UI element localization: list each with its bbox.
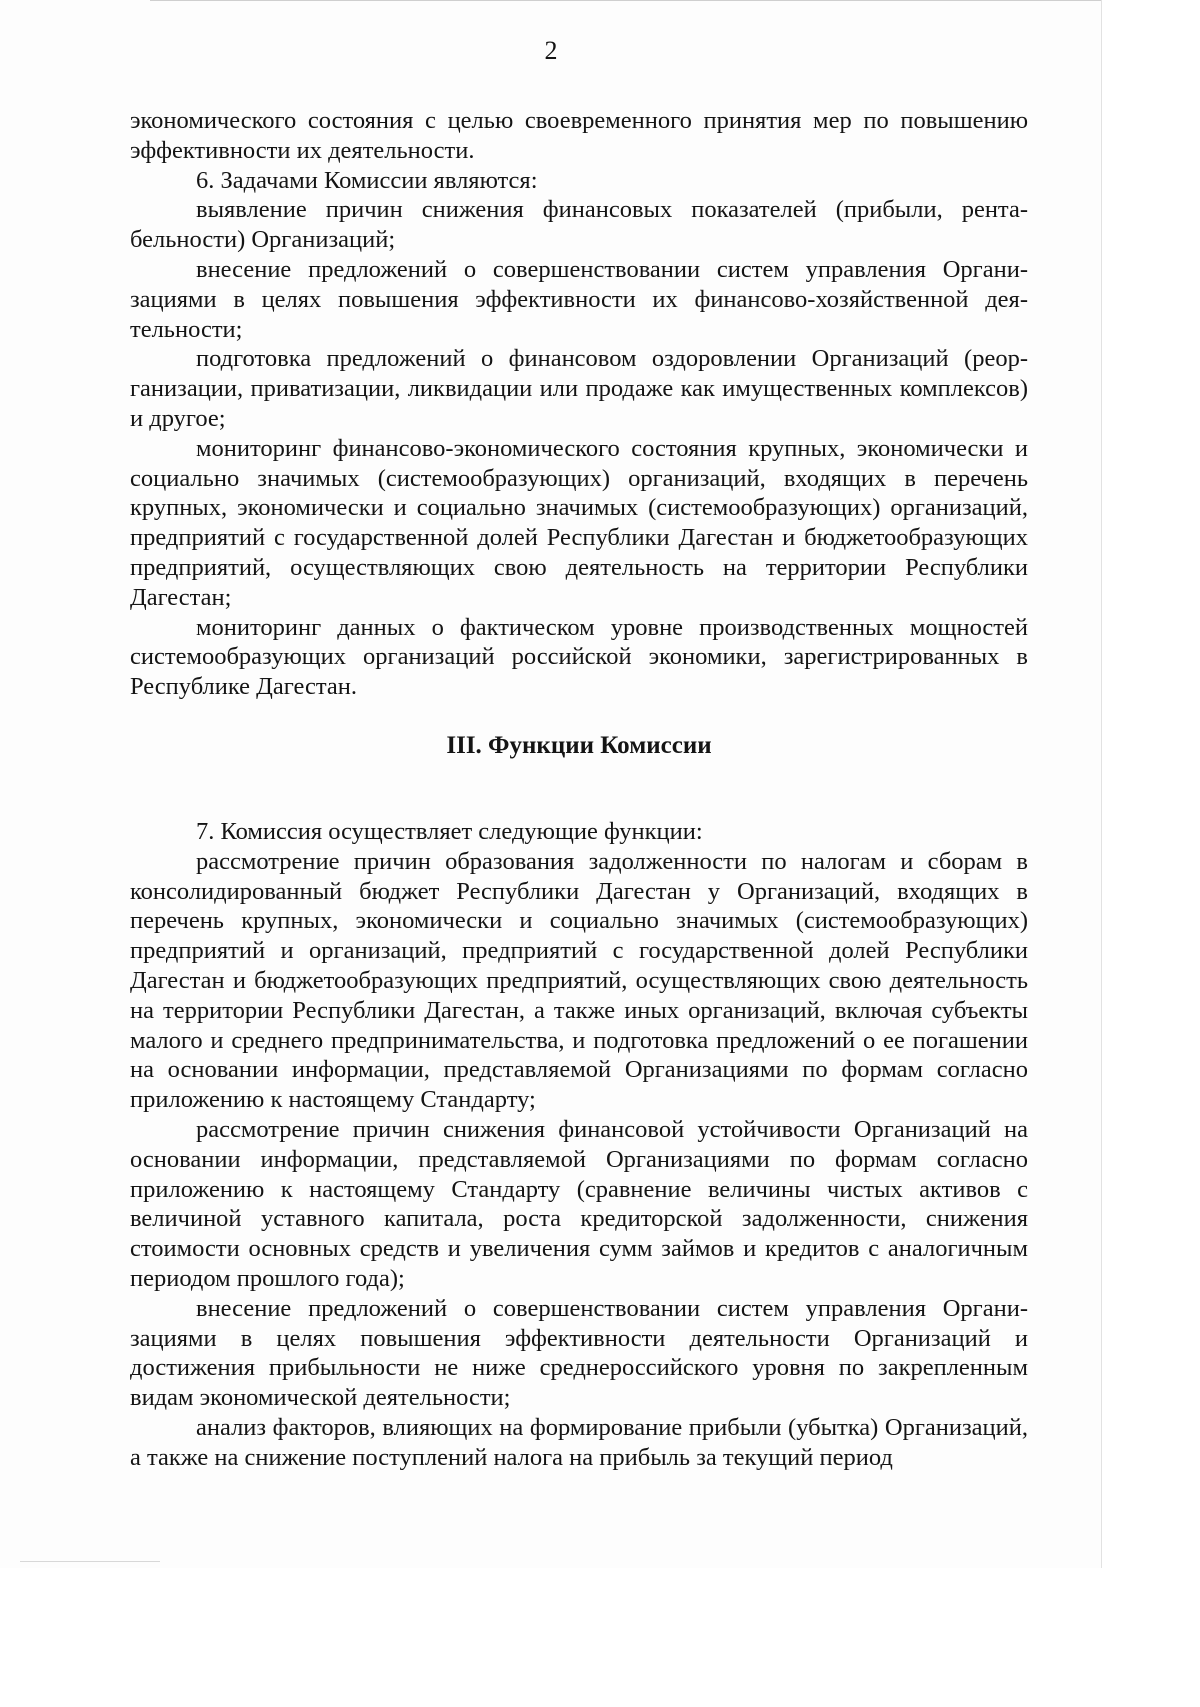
- intro-paragraph: экономического состояния с целью своевременного принятия мер по повышению эффективности их деятельности.: [130, 107, 1028, 164]
- function-paragraph: рассмотрение причин образования задолженности по налогам и сборам в консолидированный бюджет Республики Дагестан у Организаций, входящих в перечень крупных, экономически и социально значимых (системообразующих) предприятий и организаций, предприятий с государственной долей Республики Дагестан и бюджетообразующих предприятий, осуществляющих свою деятельность на территории Республики Дагестан, а также иных организаций, включая субъекты малого и среднего предпринимательства, и подготовка предложений о ее погашении на основании информации, представляемой Организациями по формам согласно приложению к настоящему Стандарту;: [130, 847, 1028, 1114]
- task-paragraph: выявление причин снижения финансовых показателей (прибыли, рентабельности) Организаций;: [130, 196, 1028, 254]
- item-6-lead: 6. Задачами Комиссии являются:: [196, 166, 538, 194]
- tasks-section: [130, 106, 1028, 702]
- item-7-lead: 7. Комиссия осуществляет следующие функции:: [196, 818, 703, 845]
- function-paragraph: анализ факторов, влияющих на формирование прибыли (убытка) Организаций, а также на снижение поступлений налога на прибыль за текущий период: [130, 1413, 1028, 1471]
- task-paragraph: мониторинг финансово-экономического состояния крупных, экономически и социально значимых (системообразующих) организаций, входящих в перечень крупных, экономически и социально значимых (системообразующих) организаций, предприятий с государственной долей Республики Дагестан и бюджетообразующих предприятий, осуществляющих свою деятельность на территории Республики Дагестан;: [130, 434, 1028, 611]
- task-paragraph: мониторинг данных о фактическом уровне производственных мощностей системообразующих организаций российской экономики, зарегистрированных в Республике Дагестан.: [130, 613, 1028, 701]
- task-paragraph: подготовка предложений о финансовом оздоровлении Организаций (реорганизации, приватизации, ликвидации или продаже как имущественных комплексов) и другое;: [130, 345, 1028, 432]
- task-paragraph: внесение предложений о совершенствовании систем управления Организациями в целях повышения эффективности их финансово-хозяйственной деятельности;: [130, 255, 1028, 343]
- functions-section: [130, 817, 1028, 1473]
- page-number: 2: [544, 36, 558, 65]
- scan-edge-right: [1101, 0, 1102, 1568]
- scan-edge-bottom: [20, 1561, 160, 1562]
- section-heading: III. Функции Комиссии: [446, 732, 712, 759]
- function-paragraph: внесение предложений о совершенствовании систем управления Организациями в целях повышения эффективности деятельности Организаций и достижения прибыльности не ниже среднероссийского уровня по закрепленным видам экономической деятельности;: [130, 1294, 1028, 1412]
- scan-edge-top: [150, 0, 1102, 1]
- function-paragraph: рассмотрение причин снижения финансовой устойчивости Организаций на основании информации, представляемой Организациями по формам согласно приложению к настоящему Стандарту (сравнение величины чистых активов с величиной уставного капитала, роста кредиторской задолженности, снижения стоимости основных средств и увеличения сумм займов и кредитов с аналогичным периодом прошлого года);: [130, 1115, 1028, 1292]
